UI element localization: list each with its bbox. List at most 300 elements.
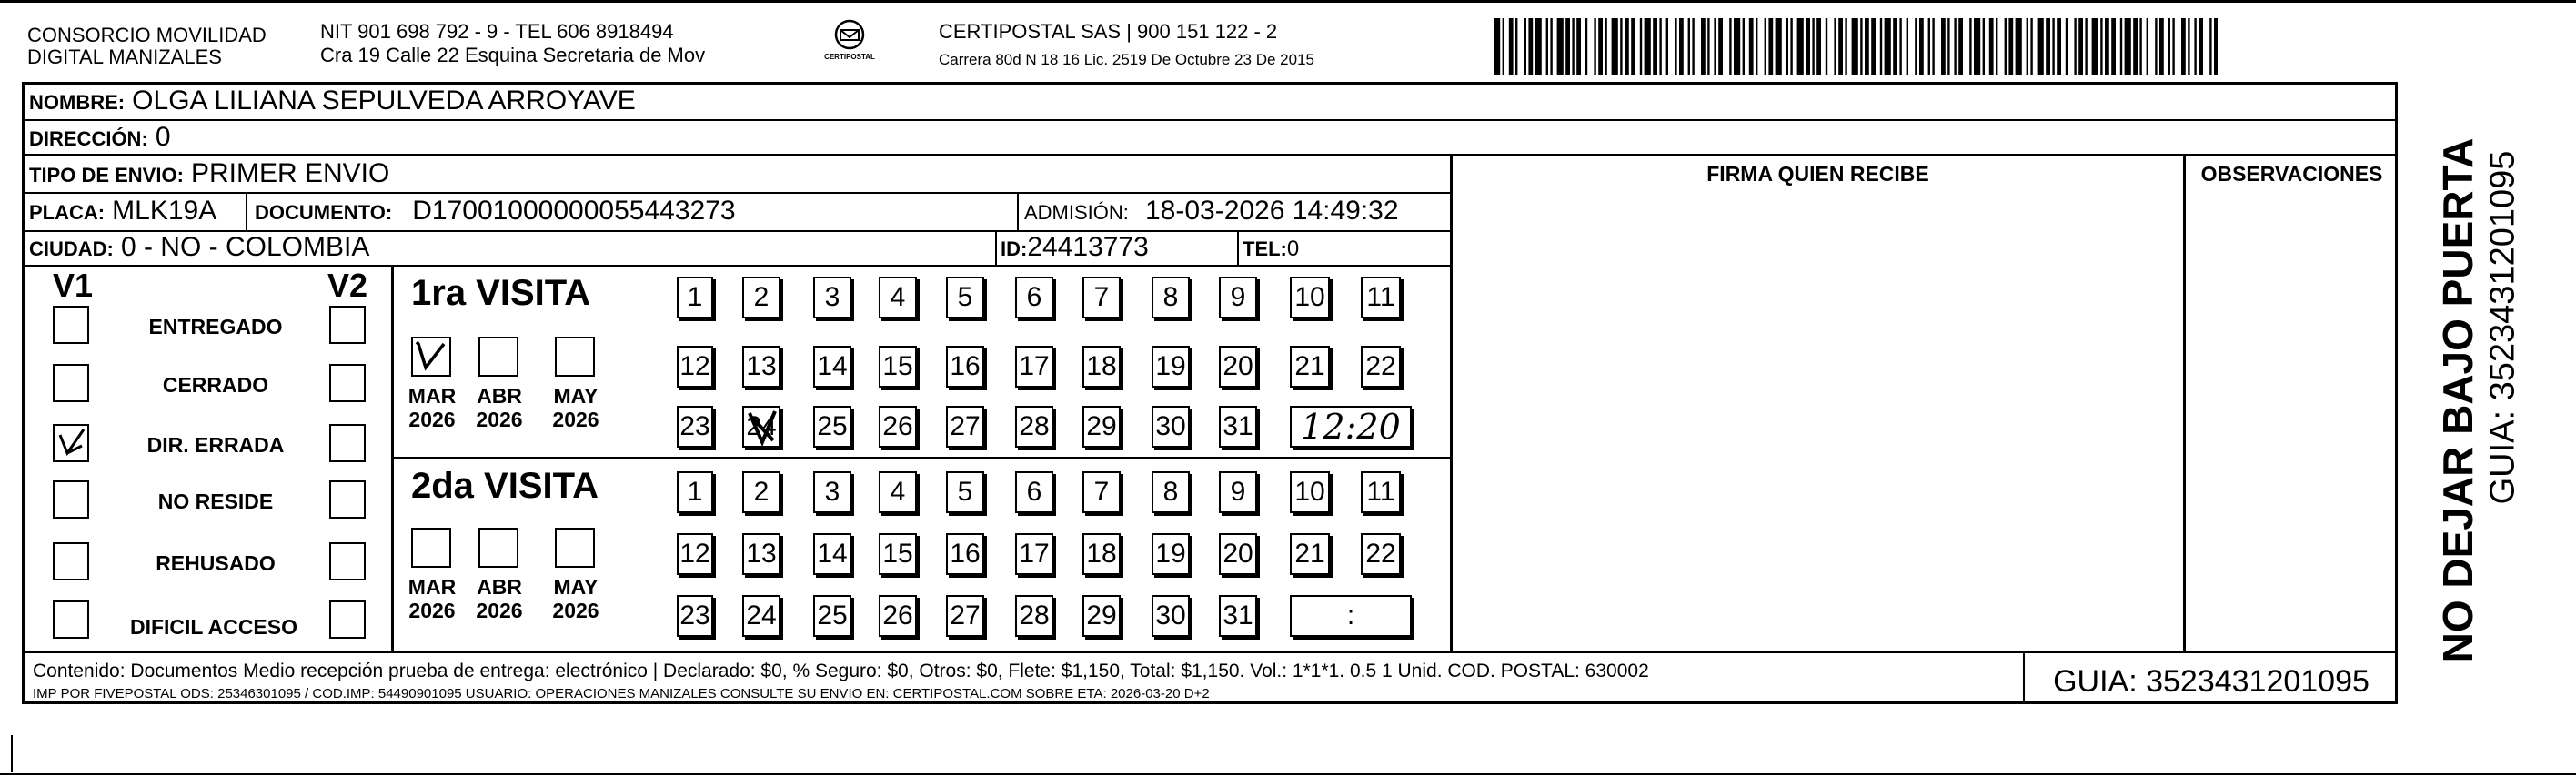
status-label: ENTREGADO [148, 315, 283, 338]
company-name-line2: DIGITAL MANIZALES [27, 45, 222, 68]
row-divider [22, 119, 2398, 121]
barcode-bar [1834, 18, 1836, 75]
day-number: 7 [1093, 282, 1110, 312]
day-box[interactable] [813, 471, 851, 513]
row-divider [22, 265, 1452, 267]
visit2-title: 2da VISITA [411, 466, 599, 506]
ciudad-cell [29, 232, 369, 265]
ciudad-value: 0 - NO - COLOMBIA [120, 232, 370, 262]
day-box[interactable] [677, 471, 713, 513]
day-box[interactable] [1152, 533, 1190, 575]
barcode-bar [1941, 18, 1946, 75]
day-box[interactable] [1082, 533, 1121, 575]
day-box[interactable] [742, 533, 780, 575]
status-label: NO RESIDE [157, 489, 274, 513]
barcode-bar [1885, 18, 1891, 75]
direccion-label: DIRECCIÓN: [29, 127, 148, 150]
barcode-bar [1812, 18, 1814, 75]
day-box[interactable] [1361, 471, 1401, 513]
month-checkbox[interactable] [411, 337, 451, 377]
day-number: 20 [1223, 351, 1253, 381]
id-label: ID: [1001, 237, 1028, 260]
day-number: 5 [957, 477, 973, 507]
day-box[interactable] [742, 595, 780, 637]
tel-value: 0 [1286, 237, 1300, 261]
time-box[interactable] [1290, 595, 1412, 637]
barcode-bar [1494, 18, 1500, 75]
day-box[interactable] [1361, 533, 1401, 575]
v2-checkbox[interactable] [329, 542, 366, 580]
day-number: 17 [1019, 351, 1050, 381]
day-number: 21 [1294, 351, 1325, 381]
barcode-bar [1688, 18, 1690, 75]
day-number: 18 [1086, 351, 1117, 381]
day-box[interactable] [1015, 406, 1053, 448]
day-box[interactable] [742, 471, 780, 513]
logo-caption: CERTIPOSTAL [824, 53, 875, 61]
day-number: 3 [824, 477, 840, 507]
barcode-bar [1640, 18, 1642, 75]
barcode-bar [1718, 18, 1723, 75]
day-number: 20 [1223, 539, 1253, 569]
barcode-bar [2085, 18, 2087, 75]
id-cell [1001, 232, 1149, 265]
month-label: ABR [477, 384, 522, 408]
day-number: 11 [1366, 477, 1395, 507]
barcode-bar [2199, 18, 2203, 75]
barcode-bar [1989, 18, 1994, 75]
year-label: 2026 [552, 408, 599, 431]
footer-line1: Contenido: Documentos Medio recepción prueba de entrega: electrónico | Declarado: $0, % Seguro: $0, Otros: $0, Flete: $1,150, Total: $1,150. Vol.: 1*1*1. 0.5 1 Unid. COD. POSTAL: 630002 [33, 661, 1649, 681]
tipo-envio-row [29, 158, 389, 191]
year-label: 2026 [476, 408, 523, 431]
barcode-bar [1838, 18, 1843, 75]
month-label: MAY [553, 575, 599, 599]
month-checkbox[interactable] [478, 528, 518, 568]
barcode-bar [2057, 18, 2061, 75]
day-box[interactable] [1219, 406, 1257, 448]
footer-line2: IMP POR FIVEPOSTAL ODS: 25346301095 / COD.IMP: 54490901095 USUARIO: OPERACIONES MANIZALES CONSULTE SU ENVIO EN: CERTIPOSTAL.COM SOBRE ETA: 2026-03-20 D+2 [33, 686, 1210, 701]
day-number: 12 [679, 351, 710, 381]
day-number: 22 [1365, 351, 1396, 381]
day-number: 23 [679, 600, 710, 631]
direccion-value: 0 [155, 122, 171, 152]
barcode-bar [2100, 18, 2102, 75]
day-number: 2 [753, 282, 770, 312]
barcode-bar [1692, 18, 1694, 75]
barcode-bar [2030, 18, 2032, 75]
barcode-bar [1714, 18, 1716, 75]
admision-cell [1024, 196, 1399, 228]
barcode-bar [1625, 18, 1629, 75]
barcode-bar [1816, 18, 1821, 75]
v1-checkbox[interactable] [53, 364, 89, 402]
day-number: 30 [1155, 600, 1186, 631]
barcode-bar [1528, 18, 1533, 75]
barcode-bar [1743, 18, 1745, 75]
column-divider [246, 192, 247, 230]
v1-checkbox[interactable] [53, 480, 89, 519]
day-number: 27 [950, 411, 981, 441]
column-divider [1017, 192, 1019, 230]
day-number: 19 [1155, 539, 1186, 569]
day-number: 24 [746, 411, 777, 441]
barcode-bar [1598, 18, 1603, 75]
v1-checkbox[interactable] [53, 542, 89, 580]
day-number: 1 [687, 282, 703, 312]
day-number: 2 [753, 477, 770, 507]
day-box[interactable] [1219, 346, 1257, 388]
admision-label: ADMISIÓN: [1024, 201, 1129, 224]
placa-cell [29, 196, 216, 228]
month-checkbox[interactable] [411, 528, 451, 568]
barcode-bar [1860, 18, 1862, 75]
documento-label: DOCUMENTO: [255, 201, 393, 224]
status-label: DIR. ERRADA [146, 433, 285, 457]
tipo-envio-value: PRIMER ENVIO [190, 158, 390, 188]
day-box[interactable] [1082, 277, 1121, 318]
barcode-bar [2181, 18, 2186, 75]
day-box[interactable] [946, 406, 984, 448]
day-box[interactable] [946, 277, 984, 318]
day-number: 8 [1162, 282, 1179, 312]
day-number: 31 [1223, 411, 1253, 441]
day-box[interactable] [677, 533, 713, 575]
barcode-bar [1546, 18, 1548, 75]
barcode-bar [2038, 18, 2044, 75]
barcode-bar [2155, 18, 2157, 75]
barcode-bar [1947, 18, 1949, 75]
barcode-bar [1776, 18, 1782, 75]
day-number: 25 [817, 600, 848, 631]
documento-cell [255, 196, 736, 228]
day-box[interactable] [813, 346, 851, 388]
barcode-bar [1865, 18, 1869, 75]
day-number: 9 [1230, 477, 1246, 507]
month-label: MAY [553, 384, 599, 408]
barcode-bar [1572, 18, 1574, 75]
month-checkbox[interactable] [478, 337, 518, 377]
day-number: 25 [817, 411, 848, 441]
day-number: 28 [1019, 600, 1050, 631]
v2-checkbox[interactable] [329, 480, 366, 519]
day-number: 4 [890, 477, 906, 507]
id-value: 24413773 [1027, 232, 1149, 262]
barcode-bar [2111, 18, 2116, 75]
barcode-bar [1996, 18, 1997, 75]
barcode-bar [1797, 18, 1804, 75]
barcode-bar [2066, 18, 2068, 75]
barcode-bar [1503, 18, 1504, 75]
barcode-bar [1653, 18, 1657, 75]
status-label: CERRADO [162, 373, 269, 397]
day-number: 14 [817, 539, 848, 569]
barcode-bar [1932, 18, 1934, 75]
day-number: 29 [1086, 600, 1117, 631]
barcode-bar [1954, 18, 1956, 75]
day-number: 11 [1366, 282, 1395, 312]
courier-line2: Carrera 80d N 18 16 Lic. 2519 De Octubre 23 De 2015 [939, 51, 1314, 68]
envelope-logo-icon [820, 18, 879, 69]
day-number: 21 [1294, 539, 1325, 569]
day-mark-icon [744, 408, 780, 448]
day-number: 15 [882, 351, 913, 381]
year-label: 2026 [552, 599, 599, 622]
v2-checkbox[interactable] [329, 364, 366, 402]
barcode-bar [1786, 18, 1788, 75]
status-label: DIFICIL ACCESO [129, 615, 297, 639]
day-box[interactable] [1290, 277, 1330, 318]
company-name-line1: CONSORCIO MOVILIDAD [27, 24, 267, 46]
day-box[interactable] [879, 277, 917, 318]
visit1-title: 1ra VISITA [411, 273, 591, 313]
year-label: 2026 [408, 408, 456, 431]
day-number: 10 [1294, 282, 1325, 312]
day-number: 3 [824, 282, 840, 312]
barcode-bar [1845, 18, 1846, 75]
barcode-bar [1958, 18, 1963, 75]
day-box[interactable] [1015, 595, 1053, 637]
day-number: 24 [746, 600, 777, 631]
day-box[interactable] [813, 533, 851, 575]
day-box[interactable] [1152, 471, 1190, 513]
day-box[interactable] [1219, 471, 1257, 513]
barcode-bar [2046, 18, 2050, 75]
firma-header: FIRMA QUIEN RECIBE [1706, 162, 1929, 186]
day-box[interactable] [1082, 346, 1121, 388]
time-value: 12:20 [1301, 407, 1401, 447]
day-box[interactable] [1219, 595, 1257, 637]
day-box[interactable] [677, 406, 713, 448]
day-box[interactable] [742, 277, 780, 318]
day-number: 15 [882, 539, 913, 569]
day-box[interactable] [1152, 277, 1190, 318]
day-number: 1 [687, 477, 703, 507]
barcode-bar [2105, 18, 2109, 75]
year-label: 2026 [476, 599, 523, 622]
barcode-bar [1768, 18, 1773, 75]
barcode-bar [1515, 18, 1517, 75]
barcode-bar [1880, 18, 1882, 75]
day-box[interactable] [1015, 346, 1053, 388]
day-box[interactable] [813, 277, 851, 318]
barcode-bar [1749, 18, 1754, 75]
barcode-bar [1899, 18, 1901, 75]
month-label: MAR [408, 384, 457, 408]
day-number: 26 [882, 600, 913, 631]
barcode-graphic [1490, 16, 2218, 76]
placa-value: MLK19A [112, 196, 217, 226]
observaciones-header: OBSERVACIONES [2200, 162, 2383, 186]
day-box[interactable] [742, 406, 780, 448]
day-box[interactable] [1152, 406, 1190, 448]
day-box[interactable] [1082, 471, 1121, 513]
day-box[interactable] [946, 533, 984, 575]
barcode-bar [2016, 18, 2022, 75]
barcode-bar [1893, 18, 1897, 75]
check-mark-icon [413, 338, 449, 375]
barcode-bar [2159, 18, 2164, 75]
day-number: 30 [1155, 411, 1186, 441]
barcode-bar [1969, 18, 1971, 75]
certipostal-logo [820, 18, 879, 69]
barcode-bar [1612, 18, 1618, 75]
footer-guia: GUIA: 3523431201095 [2053, 664, 2370, 699]
day-box[interactable] [879, 471, 917, 513]
barcode-bar [1871, 18, 1876, 75]
day-number: 10 [1294, 477, 1325, 507]
day-number: 16 [950, 539, 981, 569]
barcode-bar [1631, 18, 1635, 75]
barcode-bar [1557, 18, 1564, 75]
day-box[interactable] [1082, 406, 1121, 448]
barcode-bar [1974, 18, 1980, 75]
barcode-bar [1524, 18, 1526, 75]
barcode-bar [2092, 18, 2098, 75]
day-number: 26 [882, 411, 913, 441]
day-number: 27 [950, 600, 981, 631]
barcode-bar [2172, 18, 2174, 75]
day-number: 18 [1086, 539, 1117, 569]
v1-checkbox[interactable] [53, 424, 89, 462]
barcode-bar [2147, 18, 2148, 75]
barcode-bar [1679, 18, 1684, 75]
day-number: 7 [1093, 477, 1110, 507]
barcode-bar [1707, 18, 1709, 75]
nit-line2: Cra 19 Calle 22 Esquina Secretaria de Mov [320, 44, 706, 66]
time-value: : [1346, 600, 1355, 631]
month-label: MAR [408, 575, 457, 599]
direccion-row [29, 122, 171, 155]
bottom-edge [0, 773, 2576, 775]
day-box[interactable] [813, 406, 851, 448]
row-divider [22, 651, 2398, 653]
barcode-bar [2074, 18, 2076, 75]
day-box[interactable] [1219, 277, 1257, 318]
v2-checkbox[interactable] [329, 306, 366, 344]
day-number: 6 [1026, 282, 1042, 312]
tel-label: TEL: [1243, 237, 1287, 260]
v1-checkbox[interactable] [53, 306, 89, 344]
barcode-bar [1565, 18, 1570, 75]
month-checkbox[interactable] [555, 528, 595, 568]
day-number: 12 [679, 539, 710, 569]
barcode-bar [1509, 18, 1514, 75]
day-box[interactable] [813, 595, 851, 637]
day-box[interactable] [879, 595, 917, 637]
v2-checkbox[interactable] [329, 424, 366, 462]
day-box[interactable] [1361, 277, 1401, 318]
time-box[interactable] [1290, 406, 1412, 448]
year-label: 2026 [408, 599, 456, 622]
barcode-bar [2209, 18, 2211, 75]
day-box[interactable] [1219, 533, 1257, 575]
status-label: REHUSADO [156, 551, 276, 575]
barcode-bar [1915, 18, 1917, 75]
tipo-envio-label: TIPO DE ENVIO: [29, 164, 184, 187]
day-box[interactable] [677, 346, 713, 388]
barcode-bar [2168, 18, 2170, 75]
nombre-value: OLGA LILIANA SEPULVEDA ARROYAVE [132, 86, 636, 116]
barcode-bar [1659, 18, 1661, 75]
barcode-bar [2052, 18, 2054, 75]
v1-checkbox[interactable] [53, 600, 89, 639]
documento-value: D17001000000055443273 [412, 196, 736, 226]
barcode-bar [2194, 18, 2196, 75]
day-box[interactable] [742, 346, 780, 388]
barcode-bar [2078, 18, 2083, 75]
barcode-bar [1645, 18, 1651, 75]
ciudad-label: CIUDAD: [29, 237, 114, 260]
day-number: 6 [1026, 477, 1042, 507]
day-box[interactable] [1290, 471, 1330, 513]
day-box[interactable] [879, 406, 917, 448]
day-box[interactable] [1082, 595, 1121, 637]
day-box[interactable] [946, 595, 984, 637]
barcode-bar [1928, 18, 1930, 75]
day-number: 22 [1365, 539, 1396, 569]
day-box[interactable] [879, 346, 917, 388]
day-box[interactable] [1015, 533, 1053, 575]
v2-header: V2 [327, 267, 368, 304]
left-tick [11, 735, 13, 772]
barcode-bar [1535, 18, 1542, 75]
barcode-bar [1983, 18, 1985, 75]
top-edge [0, 0, 2576, 3]
day-box[interactable] [677, 277, 713, 318]
day-box[interactable] [1015, 277, 1053, 318]
admision-value: 18-03-2026 14:49:32 [1144, 196, 1399, 226]
day-number: 13 [746, 351, 777, 381]
v1-header: V1 [53, 267, 94, 304]
barcode-bar [1594, 18, 1595, 75]
courier-line1: CERTIPOSTAL SAS | 900 151 122 - 2 [939, 20, 1278, 43]
day-box[interactable] [1152, 346, 1190, 388]
column-divider [995, 230, 997, 265]
side-guia: GUIA: 3523431201095 [2483, 150, 2522, 505]
column-divider [1450, 154, 1453, 653]
barcode-bar [1550, 18, 1552, 75]
barcode-bar [2120, 18, 2122, 75]
barcode-bar [1729, 18, 1731, 75]
barcode-bar [1765, 18, 1766, 75]
day-box[interactable] [946, 471, 984, 513]
v2-checkbox[interactable] [329, 600, 366, 639]
nombre-row [29, 86, 636, 118]
barcode-bar [1806, 18, 1810, 75]
barcode [1490, 16, 2218, 76]
column-divider [1237, 230, 1239, 265]
barcode-bar [2027, 18, 2028, 75]
barcode-bar [1576, 18, 1581, 75]
day-box[interactable] [677, 595, 713, 637]
barcode-bar [2008, 18, 2013, 75]
day-box[interactable] [1290, 346, 1330, 388]
tel-cell [1243, 232, 1299, 265]
day-box[interactable] [879, 533, 917, 575]
day-box[interactable] [946, 346, 984, 388]
check-mark-icon [55, 426, 87, 460]
day-box[interactable] [1152, 595, 1190, 637]
day-box[interactable] [1290, 533, 1330, 575]
day-number: 13 [746, 539, 777, 569]
day-box[interactable] [1015, 471, 1053, 513]
day-number: 5 [957, 282, 973, 312]
day-number: 8 [1162, 477, 1179, 507]
barcode-bar [1675, 18, 1676, 75]
month-checkbox[interactable] [555, 337, 595, 377]
day-box[interactable] [1361, 346, 1401, 388]
